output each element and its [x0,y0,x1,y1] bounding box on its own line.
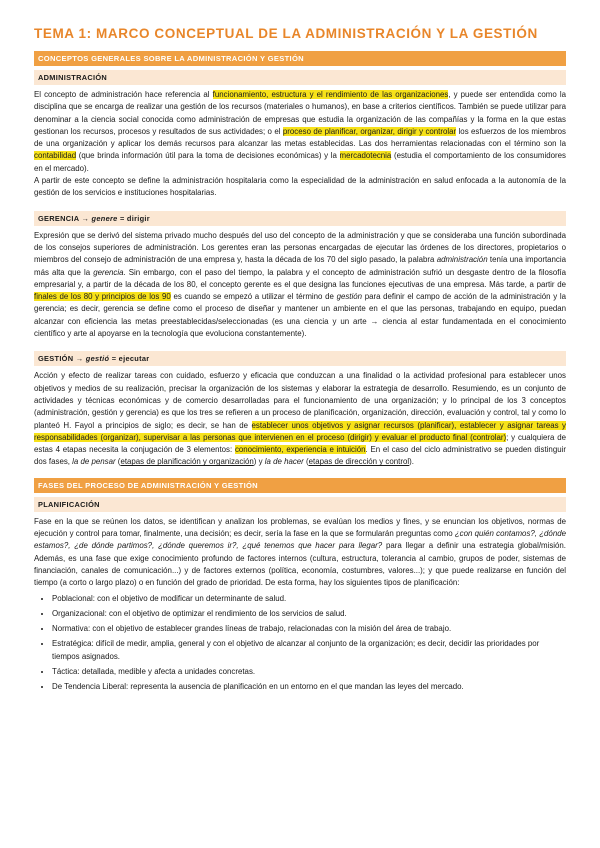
paragraph-planificacion: Fase en la que se reúnen los datos, se identifican y analizan los problemas, se evalúan los medios y fines, y se enuncian los objetivos, normas de ejecución y control para tomar, finalmente, una decisión; es decir, sería la fase en la que se formularán preguntas como ¿con quién contamos?, ¿dónde estamos?, ¿de dónde partimos?, ¿dónde queremos ir?, ¿qué tenemos que hacer para llegar? para llegar a definir una estrategia global/misión. Además, es una fase que exige conocimiento profundo de factores internos (cultura, estructura, tolerancia al cambio, grupos de poder, sistemas de financiación, canales de comunicación...) y de factores externos (política, economía, costumbres, valores...); y que puede realizarse en función del tiempo (a corto o largo plazo) o en función del grado de prioridad. De esta forma, hay los siguientes tipos de planificación: [34,516,567,588]
list-item: • Táctica: detallada, medible y afecta a unidades concretas. [52,666,566,678]
section-header-conceptos: CONCEPTOS GENERALES SOBRE LA ADMINISTRACIÓN Y GESTIÓN [34,51,566,66]
subheader-gerencia: GERENCIA → genere = dirigir [34,211,566,226]
subheader-administracion: ADMINISTRACIÓN [34,70,566,85]
list-item: • Normativa: con el objetivo de establecer grandes líneas de trabajo, relacionadas con la misión del área de trabajo. [52,623,566,635]
section-header-fases: FASES DEL PROCESO DE ADMINISTRACIÓN Y GESTIÓN [34,478,566,493]
list-item: • Poblacional: con el objetivo de modificar un determinante de salud. [52,593,566,605]
list-item: • De Tendencia Liberal: representa la ausencia de planificación en un entorno en el que mandan las leyes del mercado. [52,681,566,693]
paragraph-gestion: Acción y efecto de realizar tareas con cuidado, esfuerzo y eficacia que conduzcan a una finalidad o la actividad profesional para establecer unos objetivos y medios de su realización, precisar la organización de los sistemas y elaborar la estrategia de desarrollo. Resumiendo, es un conjunto de actividades y técnicas económicas y de comercio desarrolladas para el funcionamiento de una organización; y lo principal de los 3 conceptos (administración, gestión y gerencia) es que los tres se refieren a un proceso de planificación, organización, dirección, evaluación y control, tal y como lo planteó H. Fayol a principios de siglo; es decir, se han de establecer unos objetivos y asignar recursos (planificar), establecer y asignar tareas y responsabilidades (organizar), supervisar a las personas que intervienen en el proceso (dirigir) y evaluar el producto final (controlar); y cualquiera de estas 4 etapas necesita la conjugación de 3 elementos: conocimiento, experiencia e intuición. En el caso del ciclo administrativo se pueden distinguir dos fases, la de pensar (etapas de planificación y organización) y la de hacer (etapas de dirección y control). [34,371,566,467]
paragraph-administracion-hospitalaria: A partir de este concepto se define la administración hospitalaria como la especialidad de la administración en salud enfocada a la autonomía de la gestión de los servicios e instituciones hospitalarias. [34,176,566,198]
list-item: • Organizacional: con el objetivo de optimizar el rendimiento de los servicios de salud. [52,608,566,620]
page-title: TEMA 1: MARCO CONCEPTUAL DE LA ADMINISTRACIÓN Y LA GESTIÓN [34,26,538,41]
paragraph-administracion: El concepto de administración hace referencia al funcionamiento, estructura y el rendimiento de las organizaciones, y puede ser entendida como la disciplina que se encarga de realizar una gestión de los recursos (materiales o humanos), en base a criterios científicos. También se puede utilizar para denominar a la ciencia social conocida como administración de empresas que estudia la organización de las compañías y la forma en la que estas gestionan los recursos, procesos y resultados de sus actividades; o el proceso de planificar, organizar, dirigir y controlar los esfuerzos de los miembros de una organización y aplicar los demás recursos para alcanzar las metas establecidas. Las dos herramientas relacionadas con el término son la contabilidad (que brinda información útil para la toma de decisiones económicas) y la mercadotecnia (estudia el comportamiento de los consumidores en el mercado). [34,90,566,173]
paragraph-gerencia: Expresión que se derivó del sistema privado mucho después del uso del concepto de la administración y que se consideraba una función subordinada de los consejos superiores de administración. Los gerentes eran las personas encargadas de ejecutar las órdenes de los directores, propietarios o miembros del consejo de administración de una empresa y, hasta la década de los 70 del siglo pasado, la palabra administración tenía una importancia más alta que la gerencia. Sin embargo, con el paso del tiempo, la palabra y el concepto de administración sufrió un desgaste dentro de la filosofía empresarial y, a partir de la década de los 80, el concepto gerente es el que designa las funciones ejecutivas de una empresa. Más tarde, a partir de finales de los 80 y principios de los 90 es cuando se empezó a utilizar el término de gestión para definir el campo de acción de la administración y la gerencia; es decir, gerencia se define como el proceso de diseñar y mantener un ambiente en el que las personas, trabajando en equipo, puedan alcanzar con eficiencia las metas preestablecidas/seleccionadas (es una ciencia y un arte → ciencia al estar fundamentada en el conocimiento científico y arte al apoyarse en la tecnología que evoluciona constantemente). [34,230,567,339]
list-item: • Estratégica: difícil de medir, amplia, general y con el objetivo de alcanzar al conjunto de la organización; es decir, decidir las prioridades por tiempos asignados. [52,638,566,663]
subheader-gestion: GESTIÓN → gestió = ejecutar [34,351,566,366]
subheader-planificacion: PLANIFICACIÓN [34,497,566,512]
planning-types-list [34,593,566,694]
